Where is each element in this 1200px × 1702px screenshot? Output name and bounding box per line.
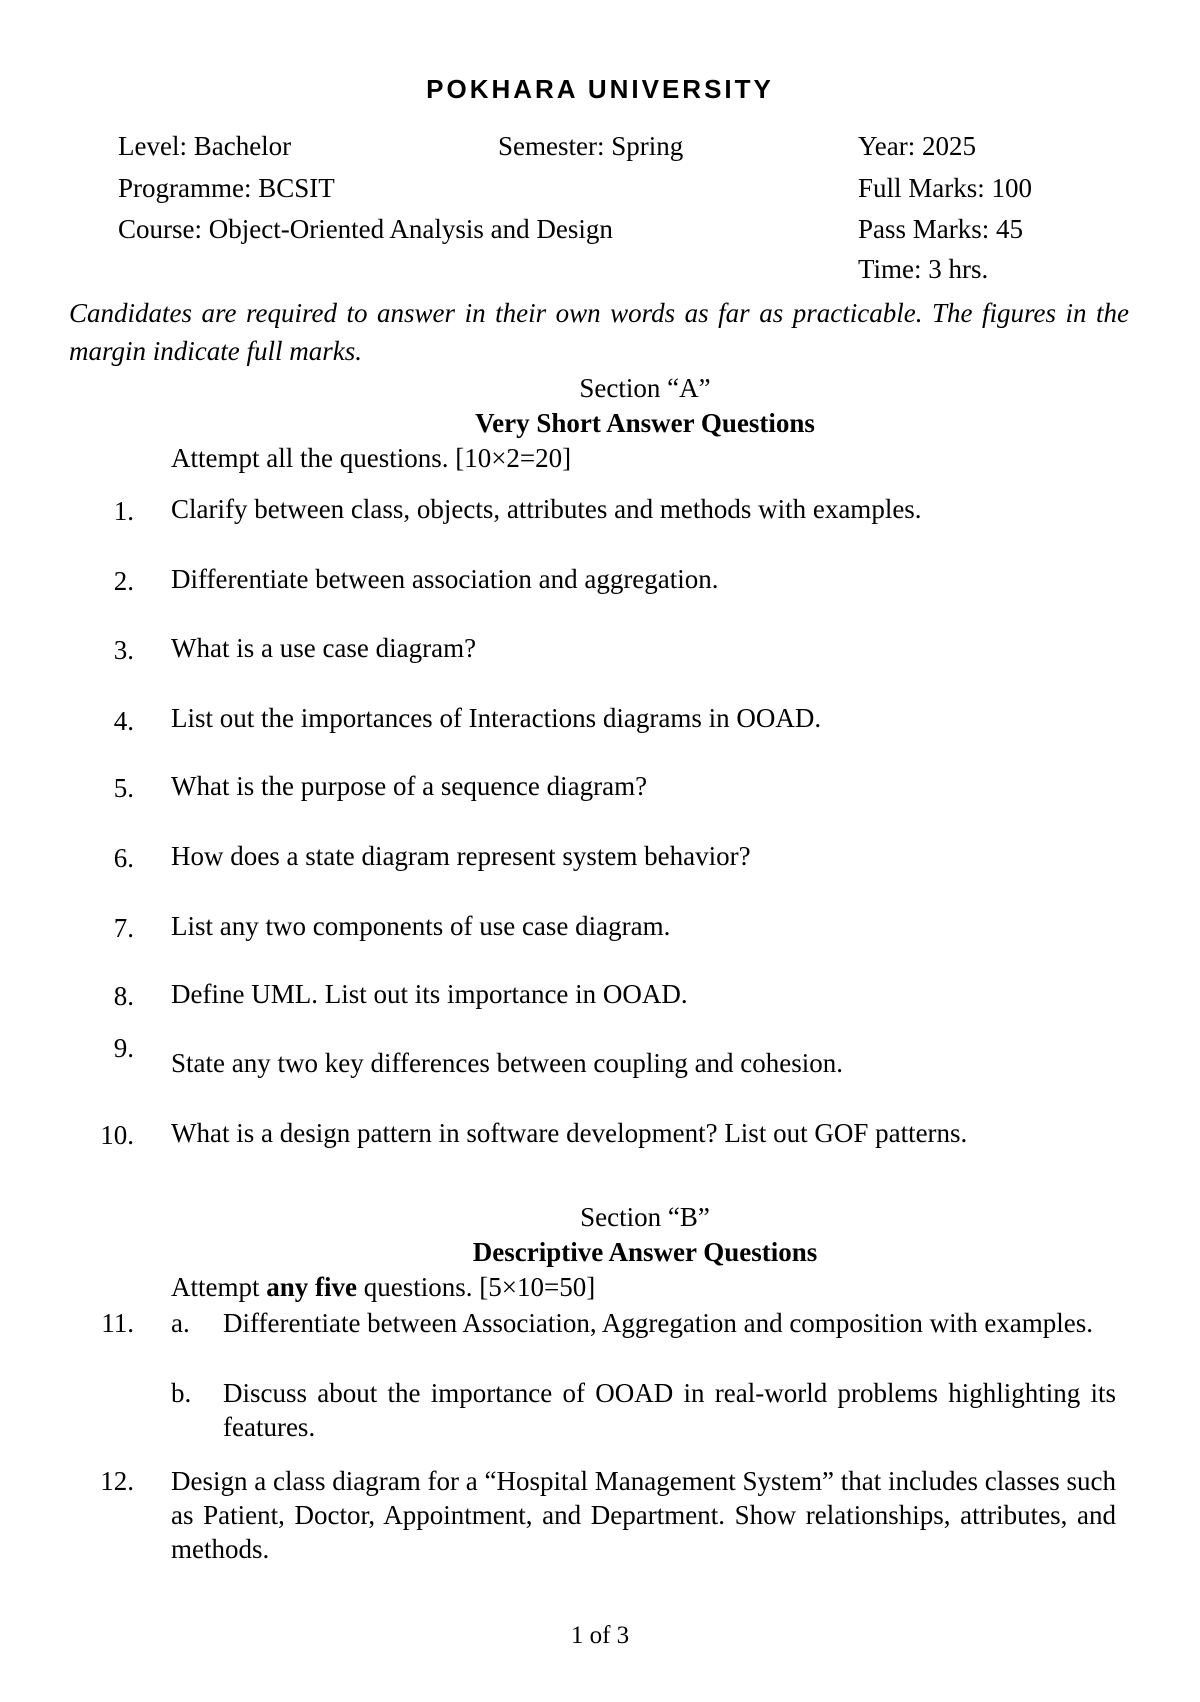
programme-text: Programme: BCSIT (118, 173, 335, 203)
question-text: Clarify between class, objects, attributes and methods with examples. (171, 494, 922, 524)
exam-instructions: Candidates are required to answer in their own words as far as practicable. The figures in the margin indicate full marks. (69, 298, 1129, 366)
sub-question-label: b. (171, 1378, 192, 1408)
question-number: 11. (101, 1308, 134, 1338)
section-a-instruction: Attempt all the questions. [10×2=20] (171, 443, 572, 473)
pass-marks-text: Pass Marks: 45 (858, 214, 1024, 244)
time-text: Time: 3 hrs. (858, 254, 989, 284)
question-text: What is a use case diagram? (171, 633, 477, 663)
question-text: Define UML. List out its importance in OOAD. (171, 979, 688, 1009)
question-text: Design a class diagram for a “Hospital Management System” that includes classes such as Patient, Doctor, Appointment, and Department. Show relationships, attributes, and methods. (171, 1466, 1116, 1564)
question-number: 2. (113, 566, 134, 596)
question-number: 8. (113, 981, 134, 1011)
question-number: 3. (113, 635, 134, 665)
question-text: How does a state diagram represent system behavior? (171, 841, 751, 871)
section-a-heading: Very Short Answer Questions (475, 408, 815, 438)
page-number: 1 of 3 (570, 1622, 630, 1649)
question-text: State any two key differences between coupling and cohesion. (171, 1048, 844, 1078)
question-text: What is a design pattern in software development? List out GOF patterns. (171, 1118, 968, 1148)
section-b-label: Section “B” (580, 1202, 710, 1232)
question-number: 5. (113, 773, 134, 803)
section-a-label: Section “A” (579, 373, 711, 403)
section-b-instruction-post: questions. [5×10=50] (357, 1272, 596, 1302)
question-text: List out the importances of Interactions diagrams in OOAD. (171, 703, 822, 733)
level-text: Level: Bachelor (118, 131, 292, 161)
question-text: List any two components of use case diagram. (171, 911, 671, 941)
question-number: 7. (113, 913, 134, 943)
sub-question-text: Differentiate between Association, Aggregation and composition with examples. (223, 1308, 1094, 1338)
question-number: 1. (113, 496, 134, 526)
sub-question-text: Discuss about the importance of OOAD in real-world problems highlighting its features. (223, 1378, 1116, 1442)
question-number: 4. (113, 706, 134, 736)
section-b-instruction-emphasis: any five (266, 1272, 357, 1302)
section-b-instruction (171, 1272, 595, 1303)
year-text: Year: 2025 (858, 131, 977, 161)
sub-question-label: a. (171, 1308, 190, 1338)
question-number: 9. (113, 1033, 134, 1063)
section-b-heading: Descriptive Answer Questions (472, 1237, 818, 1267)
university-title: POKHARA UNIVERSITY (426, 74, 774, 104)
question-number: 12. (100, 1466, 134, 1496)
question-number: 6. (113, 843, 134, 873)
semester-text: Semester: Spring (498, 131, 684, 161)
question-number: 10. (100, 1120, 134, 1150)
question-text: Differentiate between association and aggregation. (171, 564, 719, 594)
section-b-instruction-pre: Attempt (171, 1272, 267, 1302)
course-text: Course: Object-Oriented Analysis and Design (118, 214, 613, 244)
question-text: What is the purpose of a sequence diagram? (171, 771, 648, 801)
full-marks-text: Full Marks: 100 (858, 173, 1033, 203)
